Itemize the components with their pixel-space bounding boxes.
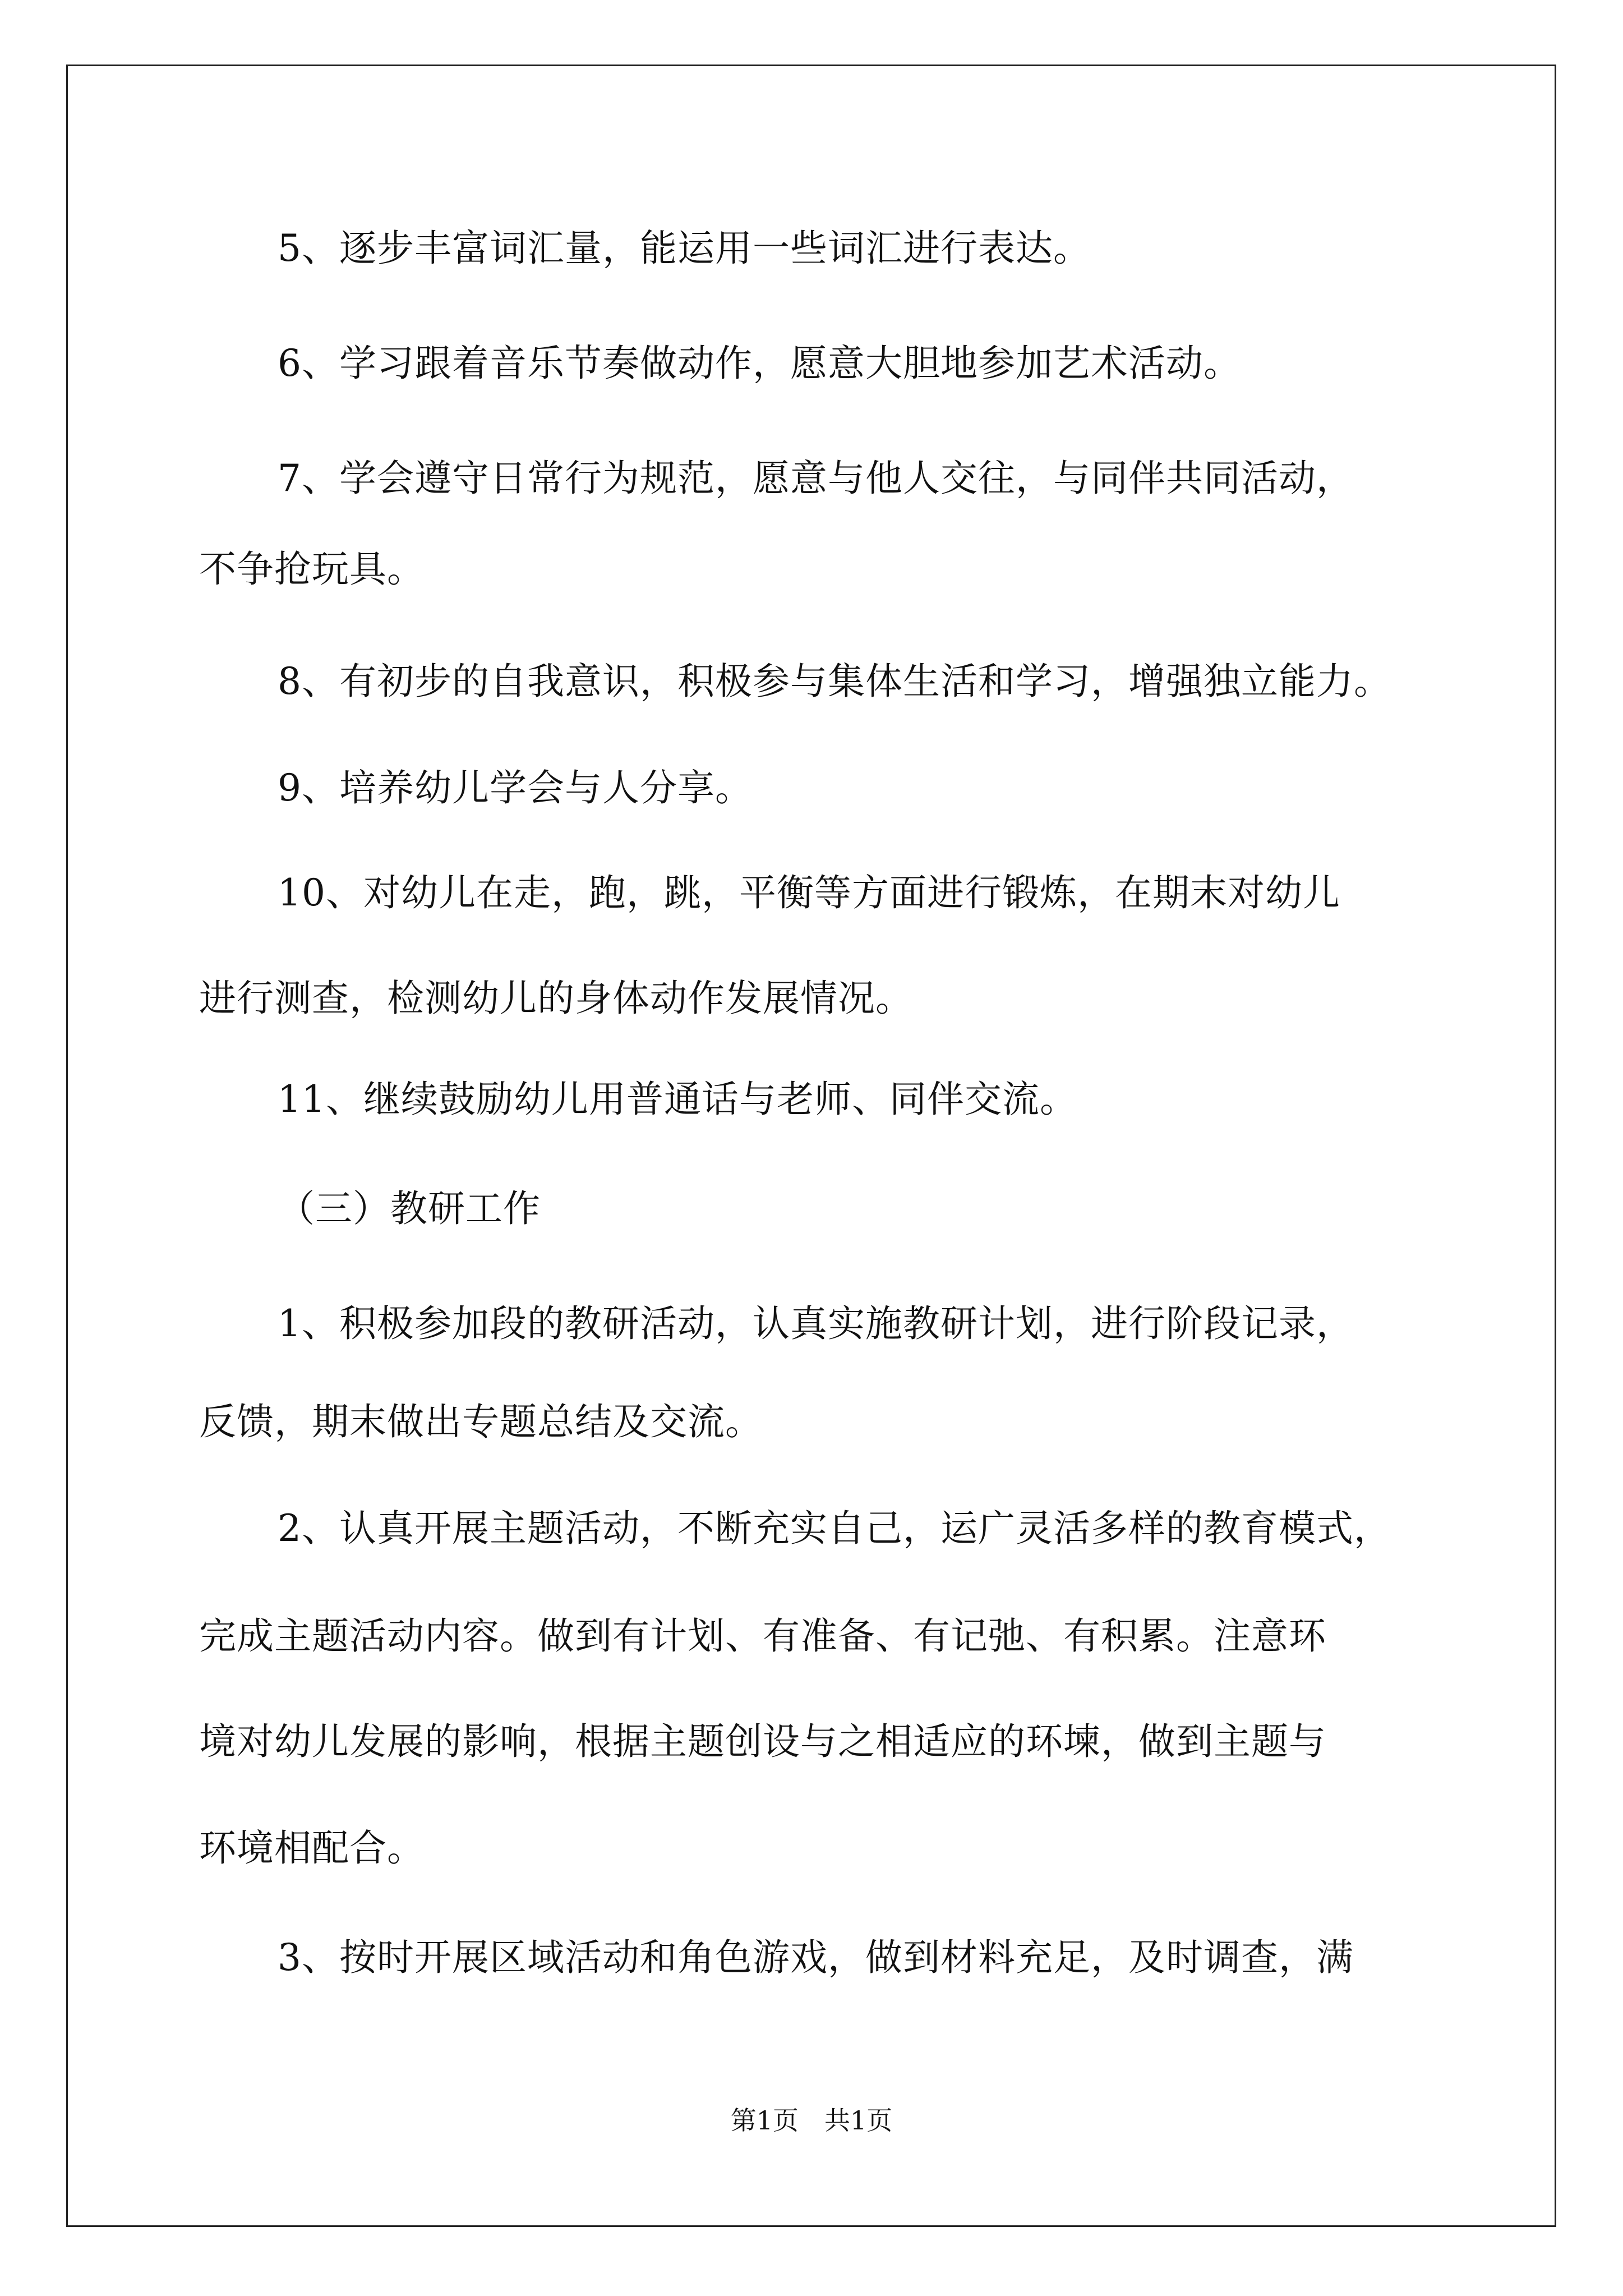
text-line: 10、对幼儿在走，跑，跳，平衡等方面进行锻炼，在期末对幼儿 — [278, 871, 1340, 914]
text-line: 完成主题活动内容。做到有计划、有准备、有记弛、有积累。注意环 — [199, 1614, 1326, 1658]
page-footer: 第1页 共1页 — [730, 2105, 893, 2136]
text-line: 3、按时开展区域活动和角色游戏，做到材料充足，及时调查，满 — [278, 1936, 1354, 1979]
text-line: 5、逐步丰富词汇量，能运用一些词汇进行表达。 — [278, 227, 1091, 270]
page-border — [66, 65, 1556, 2227]
text-line: 进行测查，检测幼儿的身体动作发展情况。 — [199, 977, 913, 1020]
text-line: 1、积极参加段的教研活动，认真实施教研计划，进行阶段记录， — [278, 1302, 1354, 1345]
text-line: 境对幼儿发展的影响，根据主题创设与之相适应的环堜，做到主题与 — [199, 1720, 1326, 1763]
text-line: 不争抢玩具。 — [199, 547, 425, 591]
text-line: 2、认真开展主题活动，不断充实自己，运广灵活多样的教育模式， — [278, 1507, 1391, 1550]
text-line: 6、学习跟着音乐节奏做动作，愿意大胆地参加艺术活动。 — [278, 342, 1241, 385]
text-line: 反馈，期末做出专题总结及交流。 — [199, 1400, 763, 1443]
text-line: 11、继续鼓励幼儿用普通话与老师、同伴交流。 — [278, 1078, 1077, 1121]
text-line: 7、学会遵守日常行为规范，愿意与他人交往，与同伴共同活动， — [278, 457, 1354, 500]
text-line: 8、有初步的自我意识，积极参与集体生活和学习，增强独立能力。 — [278, 660, 1391, 703]
text-line: 9、培养幼儿学会与人分享。 — [278, 766, 753, 809]
section-heading: （三）教研工作 — [278, 1187, 541, 1230]
text-line: 环境相配合。 — [199, 1826, 425, 1870]
